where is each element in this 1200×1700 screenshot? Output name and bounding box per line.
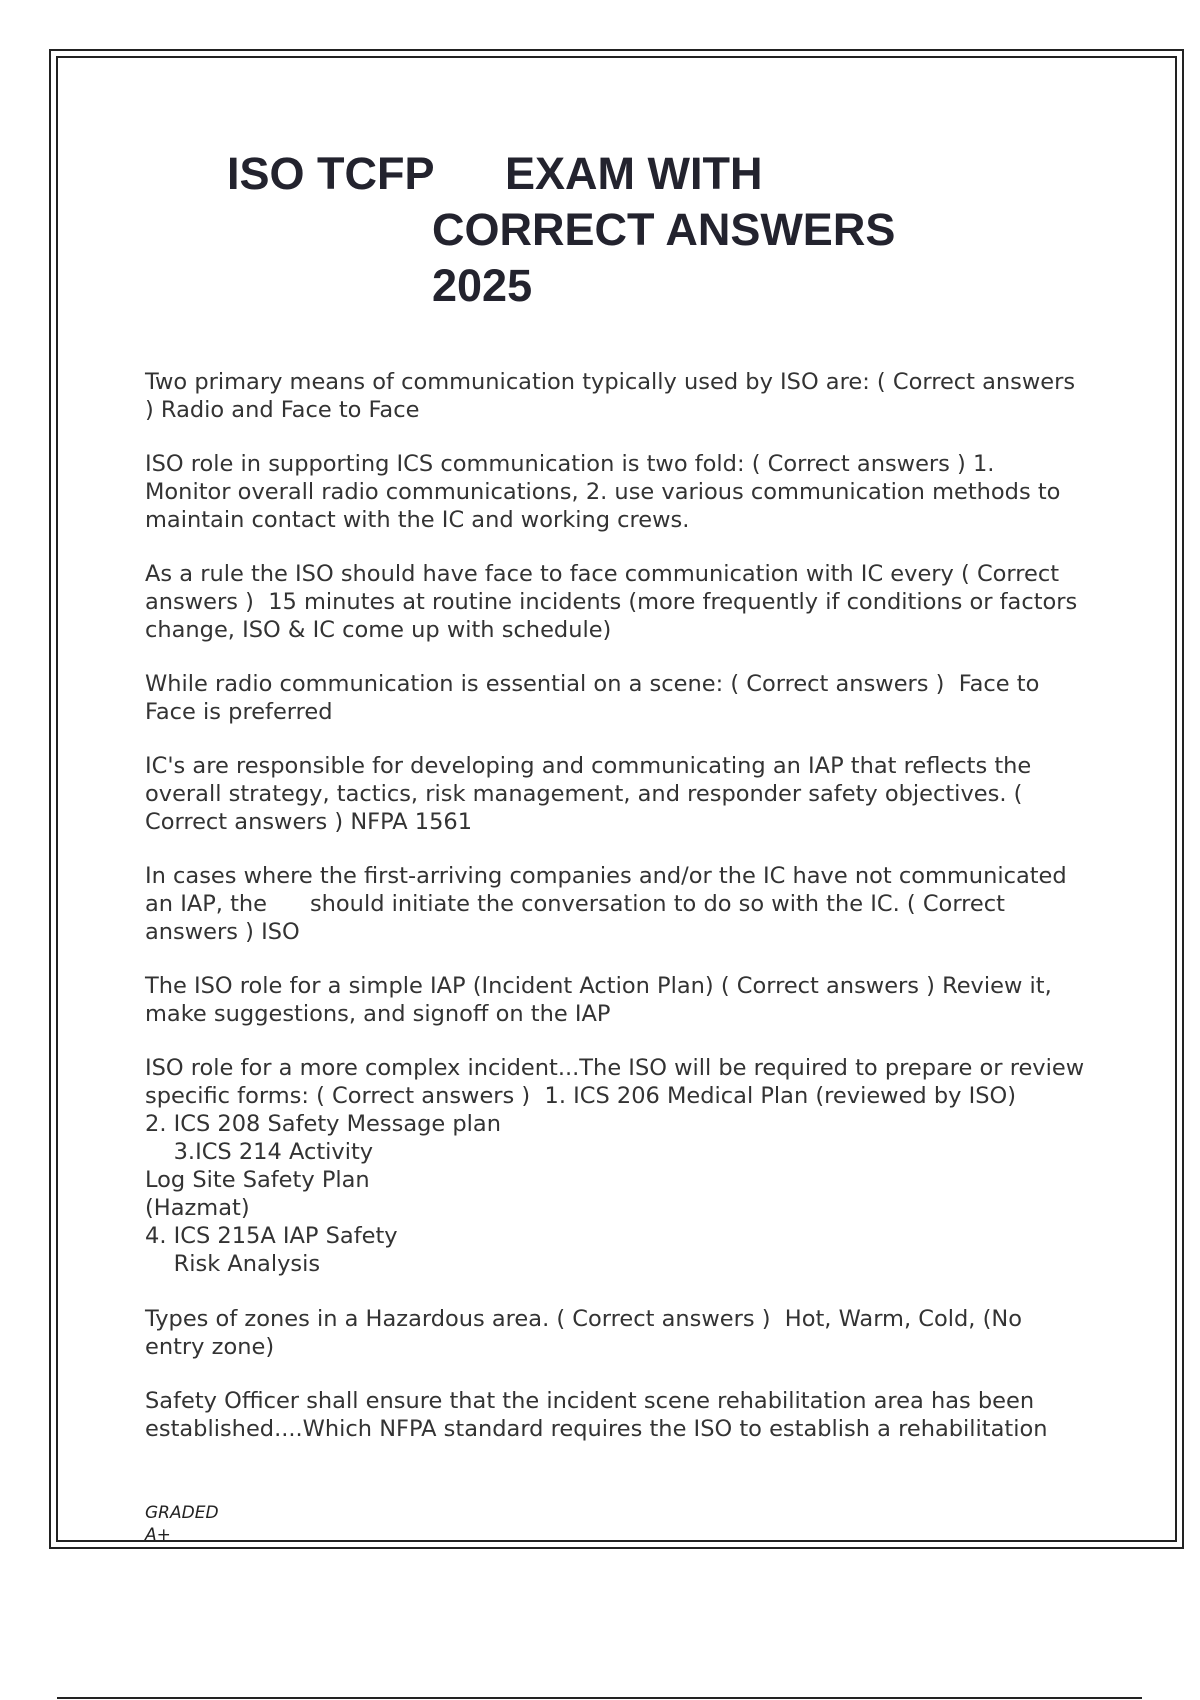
qa-item: While radio communication is essential on a scene: ( Correct answers ) Face to Face is preferred (145, 671, 1047, 725)
form-list-line: 2. ICS 208 Safety Message plan (145, 1111, 501, 1137)
qa-item: The ISO role for a simple IAP (Incident Action Plan) ( Correct answers ) Review it, make suggestions, and signoff on the IAP (145, 973, 1059, 1027)
form-list-line: (Hazmat) (145, 1195, 250, 1221)
form-list-line: Risk Analysis (145, 1251, 321, 1277)
qa-item: IC's are responsible for developing and communicating an IAP that reflects the overall strategy, tactics, risk management, and responder safety objectives. ( Correct answers ) NFPA 1561 (145, 753, 1039, 835)
qa-body (145, 368, 1092, 1443)
qa-item: ISO role in supporting ICS communication is two fold: ( Correct answers ) 1. Monitor overall radio communications, 2. use various communication methods to maintain contact with the IC and working crews. (145, 451, 1068, 533)
title-exam-with: EXAM WITH (505, 148, 763, 199)
qa-item: ISO role for a more complex incident...The ISO will be required to prepare or review specific forms: ( Correct answers ) 1. ICS 206 Medical Plan (reviewed by ISO) (145, 1055, 1092, 1109)
title-correct-answers: CORRECT ANSWERS (432, 204, 896, 255)
qa-item: Safety Officer shall ensure that the incident scene rehabilitation area has been established....Which NFPA standard requires the ISO to establish a rehabilitation (145, 1388, 1048, 1442)
title-year: 2025 (432, 260, 533, 311)
qa-item: Types of zones in a Hazardous area. ( Correct answers ) Hot, Warm, Cold, (No entry zone) (145, 1306, 1030, 1360)
graded-stamp: GRADED (145, 1503, 219, 1523)
grade-stamp: A+ (145, 1525, 171, 1545)
qa-item: As a rule the ISO should have face to face communication with IC every ( Correct answers ) 15 minutes at routine incidents (more frequently if conditions or factors change, ISO & IC come up with schedule) (145, 561, 1085, 643)
form-list-line: Log Site Safety Plan (145, 1167, 370, 1193)
title-iso-tcfp: ISO TCFP (227, 148, 435, 199)
form-list-line: 3.ICS 214 Activity (145, 1139, 374, 1165)
qa-item: In cases where the first-arriving companies and/or the IC have not communicated an IAP, the should initiate the conversation to do so with the IC. ( Correct answers ) ISO (145, 863, 1074, 945)
footer-divider (57, 1697, 1142, 1699)
form-list-line: 4. ICS 215A IAP Safety (145, 1223, 398, 1249)
qa-item: Two primary means of communication typically used by ISO are: ( Correct answers ) Radio and Face to Face (145, 369, 1083, 423)
